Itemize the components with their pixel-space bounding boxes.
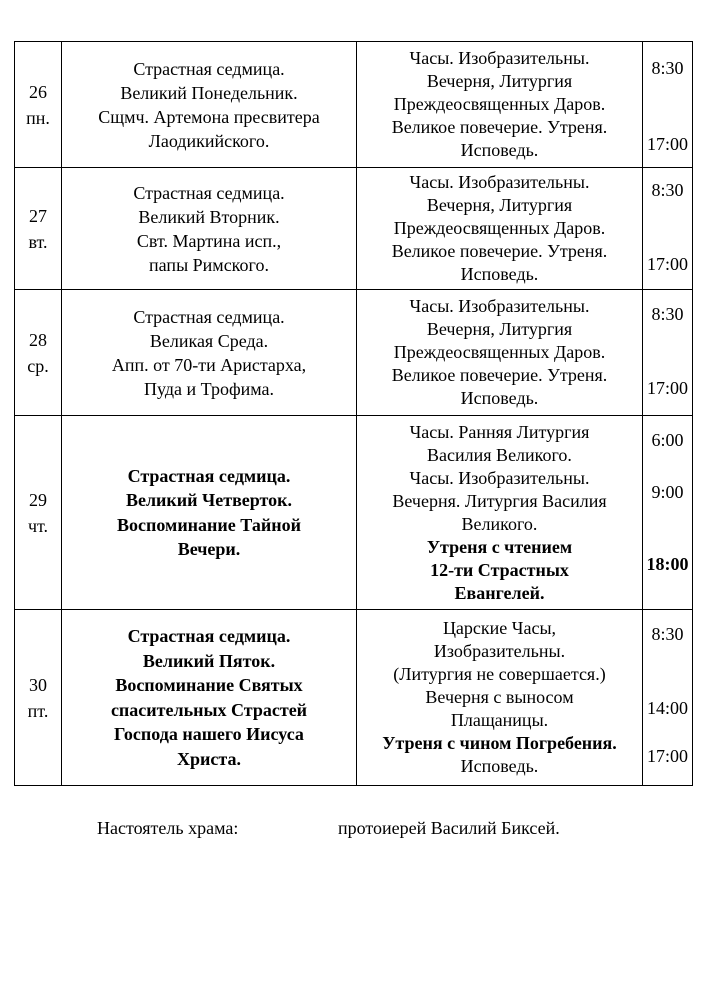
feast-line: Воспоминание Тайной xyxy=(117,514,301,535)
date-cell xyxy=(15,168,62,290)
feast-line: Сщмч. Артемона пресвитера xyxy=(98,106,320,127)
service-line: Вечерня с выносом xyxy=(425,687,574,707)
feast-line: Страстная седмица. xyxy=(133,182,285,203)
service-time: 18:00 xyxy=(646,554,689,574)
service-time: 17:00 xyxy=(646,746,688,766)
service-line: Исповедь. xyxy=(460,140,539,160)
service-line: Часы. Изобразительны. xyxy=(409,48,590,68)
service-time: 8:30 xyxy=(651,180,684,200)
day-number: 29 xyxy=(29,489,47,510)
rector-name: протоиерей Василий Биксей. xyxy=(338,818,560,838)
times-cell xyxy=(643,168,693,290)
table-row xyxy=(15,416,693,610)
service-time: 9:00 xyxy=(651,482,684,502)
feast-cell xyxy=(62,416,357,610)
service-time: 14:00 xyxy=(646,698,688,718)
feast-line: папы Римского. xyxy=(149,254,269,275)
table-row xyxy=(15,290,693,416)
service-line: Вечерня, Литургия xyxy=(426,319,573,339)
feast-line: Свт. Мартина исп., xyxy=(136,230,282,251)
table-row xyxy=(15,610,693,786)
service-line: Часы. Ранняя Литургия xyxy=(409,421,590,442)
service-time: 6:00 xyxy=(651,430,684,450)
service-line: Изобразительны. xyxy=(433,641,566,661)
service-time: 17:00 xyxy=(646,254,688,274)
service-line: Великое повечерие. Утреня. xyxy=(391,365,608,385)
feast-line: Великая Среда. xyxy=(149,330,269,351)
service-line: Исповедь. xyxy=(460,756,539,776)
feast-line: Страстная седмица. xyxy=(133,306,285,327)
service-line: Исповедь. xyxy=(460,388,539,408)
service-line: Преждеосвященных Даров. xyxy=(393,342,606,362)
service-time: 17:00 xyxy=(646,134,688,154)
service-line: Вечерня. Литургия Василия xyxy=(392,490,607,511)
times-cell xyxy=(643,290,693,416)
feast-line: Апп. от 70-ти Аристарха, xyxy=(111,354,307,375)
service-line: Великое повечерие. Утреня. xyxy=(391,241,608,261)
feast-line: Воспоминание Святых xyxy=(115,675,303,695)
feast-line: Великий Четверток. xyxy=(125,490,293,510)
feast-line: Лаодикийского. xyxy=(148,130,270,151)
service-line: Евангелей. xyxy=(454,582,545,603)
feast-line: Страстная седмица. xyxy=(127,626,291,646)
date-cell xyxy=(15,42,62,168)
weekday: чт. xyxy=(27,515,49,536)
services-cell xyxy=(357,290,643,416)
service-time: 17:00 xyxy=(646,378,688,398)
feast-line: Страстная седмица. xyxy=(133,58,285,79)
feast-cell xyxy=(62,610,357,786)
feast-line: Страстная седмица. xyxy=(127,465,291,486)
day-number: 26 xyxy=(29,81,47,102)
service-time: 8:30 xyxy=(651,624,684,644)
service-time: 8:30 xyxy=(651,304,684,324)
table-row xyxy=(15,42,693,168)
service-line: Исповедь. xyxy=(460,264,539,284)
service-line: Утреня с чином Погребения. xyxy=(382,733,617,753)
day-number: 28 xyxy=(29,329,47,350)
service-line: Вечерня, Литургия xyxy=(426,195,573,215)
date-cell xyxy=(15,610,62,786)
service-line: Великое повечерие. Утреня. xyxy=(391,117,608,137)
feast-cell xyxy=(62,168,357,290)
day-number: 30 xyxy=(29,674,47,695)
weekday: пт. xyxy=(27,700,49,721)
date-cell xyxy=(15,416,62,610)
service-time: 8:30 xyxy=(651,58,684,78)
service-line: Василия Великого. xyxy=(427,444,572,465)
feast-line: Пуда и Трофима. xyxy=(143,378,274,399)
weekday: вт. xyxy=(28,231,48,252)
services-cell xyxy=(357,42,643,168)
service-line: Преждеосвященных Даров. xyxy=(393,218,606,238)
service-line: (Литургия не совершается.) xyxy=(393,664,606,684)
service-line: Часы. Изобразительны. xyxy=(409,467,590,488)
schedule-table xyxy=(14,41,693,786)
services-cell xyxy=(357,168,643,290)
times-cell xyxy=(643,610,693,786)
feast-line: Христа. xyxy=(177,748,241,769)
service-line: Утреня с чтением xyxy=(426,536,573,557)
service-line: Царские Часы, xyxy=(442,618,557,638)
feast-line: спасительных Страстей xyxy=(110,699,308,720)
feast-cell xyxy=(62,42,357,168)
feast-line: Великий Понедельник. xyxy=(120,82,298,103)
services-cell xyxy=(357,610,643,786)
feast-line: Господа нашего Иисуса xyxy=(114,724,304,744)
service-line: 12-ти Страстных xyxy=(430,559,569,580)
rector-title: Настоятель храма: xyxy=(97,818,239,838)
times-cell xyxy=(643,42,693,168)
times-cell xyxy=(643,416,693,610)
feast-cell xyxy=(62,290,357,416)
date-cell xyxy=(15,290,62,416)
service-line: Часы. Изобразительны. xyxy=(409,172,590,192)
service-line: Часы. Изобразительны. xyxy=(409,296,590,316)
day-number: 27 xyxy=(29,205,47,226)
weekday: пн. xyxy=(26,107,50,128)
feast-line: Великий Вторник. xyxy=(138,206,280,227)
weekday: ср. xyxy=(27,355,49,376)
service-line: Вечерня, Литургия xyxy=(426,71,573,91)
table-row xyxy=(15,168,693,290)
feast-line: Великий Пяток. xyxy=(142,650,276,671)
service-line: Преждеосвященных Даров. xyxy=(393,94,606,114)
feast-line: Вечери. xyxy=(177,539,241,559)
services-cell xyxy=(357,416,643,610)
service-line: Плащаницы. xyxy=(450,710,549,730)
service-line: Великого. xyxy=(461,513,538,534)
